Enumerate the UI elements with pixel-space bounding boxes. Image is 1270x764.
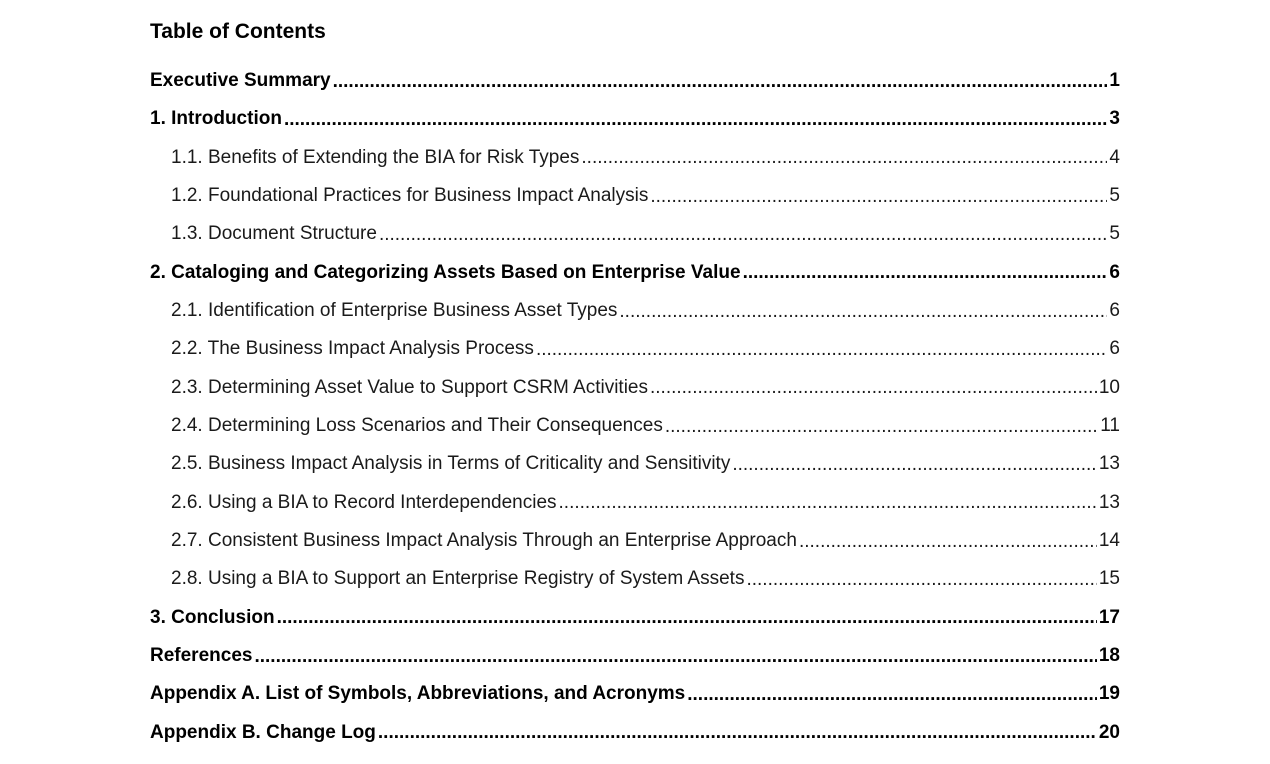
toc-entry[interactable]	[150, 62, 1120, 100]
dot-leader	[284, 110, 1107, 129]
dot-leader	[379, 225, 1107, 244]
dot-leader	[254, 647, 1096, 666]
dot-leader	[746, 570, 1096, 589]
toc-entry[interactable]	[150, 484, 1120, 522]
toc-entry-label[interactable]: 2.2. The Business Impact Analysis Process	[171, 338, 534, 360]
dot-leader	[536, 340, 1107, 359]
toc-entry[interactable]	[150, 292, 1120, 330]
dot-leader	[687, 685, 1097, 704]
toc-entry-label[interactable]: 2. Cataloging and Categorizing Assets Based on Enterprise Value	[150, 261, 741, 283]
toc-entry[interactable]	[150, 330, 1120, 368]
toc-entry-page-number[interactable]: 4	[1109, 146, 1120, 168]
toc-entry-label[interactable]: 1.3. Document Structure	[171, 223, 377, 245]
toc-entry[interactable]	[150, 177, 1120, 215]
toc-entry[interactable]	[150, 254, 1120, 292]
dot-leader	[559, 493, 1097, 512]
toc-entry[interactable]	[150, 139, 1120, 177]
toc-entry-label[interactable]: Appendix A. List of Symbols, Abbreviations, and Acronyms	[150, 683, 686, 705]
dot-leader	[581, 148, 1107, 167]
toc-entry-page-number[interactable]: 19	[1098, 683, 1120, 705]
dot-leader	[333, 72, 1108, 91]
toc-entry-label[interactable]: 2.3. Determining Asset Value to Support CSRM Activities	[171, 376, 648, 398]
dot-leader	[619, 302, 1107, 321]
dot-leader	[378, 723, 1097, 742]
toc-entry-page-number[interactable]: 10	[1098, 376, 1120, 398]
toc-title: Table of Contents	[150, 20, 326, 43]
toc-entry-label[interactable]: 3. Conclusion	[150, 606, 275, 628]
dot-leader	[743, 263, 1108, 282]
toc-entry-page-number[interactable]: 6	[1109, 261, 1120, 283]
toc-entry-label[interactable]: References	[150, 644, 253, 666]
toc-entry-page-number[interactable]: 15	[1098, 568, 1120, 590]
toc-entry-page-number[interactable]: 17	[1098, 606, 1120, 628]
toc-entry-page-number[interactable]: 13	[1098, 491, 1120, 513]
toc-entry[interactable]	[150, 445, 1120, 483]
toc-entry-label[interactable]: 1.2. Foundational Practices for Business Impact Analysis	[171, 184, 649, 206]
toc-entry-label[interactable]: 1. Introduction	[150, 108, 282, 130]
dot-leader	[277, 608, 1097, 627]
toc-entry-page-number[interactable]: 6	[1109, 338, 1120, 360]
toc-entry[interactable]	[150, 714, 1120, 752]
toc-entry[interactable]	[150, 100, 1120, 138]
toc-entry-page-number[interactable]: 3	[1109, 108, 1120, 130]
toc-entry-label[interactable]: 1.1. Benefits of Extending the BIA for Risk Types	[171, 146, 580, 168]
toc-entry[interactable]	[150, 599, 1120, 637]
toc-entry[interactable]	[150, 637, 1120, 675]
toc-entry[interactable]	[150, 560, 1120, 598]
dot-leader	[799, 532, 1097, 551]
toc-entry-label[interactable]: 2.4. Determining Loss Scenarios and Their Consequences	[171, 414, 663, 436]
toc-entry[interactable]	[150, 369, 1120, 407]
toc-entry[interactable]	[150, 407, 1120, 445]
toc-entry-page-number[interactable]: 1	[1109, 70, 1120, 91]
toc-entry-page-number[interactable]: 6	[1109, 299, 1120, 321]
toc-entry-label[interactable]: 2.7. Consistent Business Impact Analysis Through an Enterprise Approach	[171, 529, 797, 551]
toc-entry-label[interactable]: Executive Summary	[150, 70, 331, 91]
toc-entry-page-number[interactable]: 11	[1100, 414, 1120, 436]
toc-entry[interactable]	[150, 522, 1120, 560]
toc-entry-label[interactable]: 2.5. Business Impact Analysis in Terms of Criticality and Sensitivity	[171, 453, 731, 475]
dot-leader	[650, 187, 1107, 206]
toc-entry[interactable]	[150, 215, 1120, 253]
toc-entry-label[interactable]: 2.6. Using a BIA to Record Interdependencies	[171, 491, 557, 513]
toc-entry-page-number[interactable]: 5	[1109, 223, 1120, 245]
toc-entry-page-number[interactable]: 18	[1098, 644, 1120, 666]
toc-entry-page-number[interactable]: 5	[1109, 184, 1120, 206]
toc-entry-page-number[interactable]: 14	[1098, 529, 1120, 551]
toc-entry-label[interactable]: 2.1. Identification of Enterprise Business Asset Types	[171, 299, 618, 321]
toc-entry-list	[150, 62, 1120, 752]
toc-entry-page-number[interactable]: 20	[1098, 721, 1120, 743]
dot-leader	[650, 378, 1097, 397]
toc-entry-page-number[interactable]: 13	[1098, 453, 1120, 475]
dot-leader	[732, 455, 1097, 474]
toc-entry-label[interactable]: Appendix B. Change Log	[150, 721, 376, 743]
toc-entry-label[interactable]: 2.8. Using a BIA to Support an Enterprise Registry of System Assets	[171, 568, 745, 590]
toc-entry[interactable]	[150, 675, 1120, 713]
dot-leader	[665, 417, 1098, 436]
